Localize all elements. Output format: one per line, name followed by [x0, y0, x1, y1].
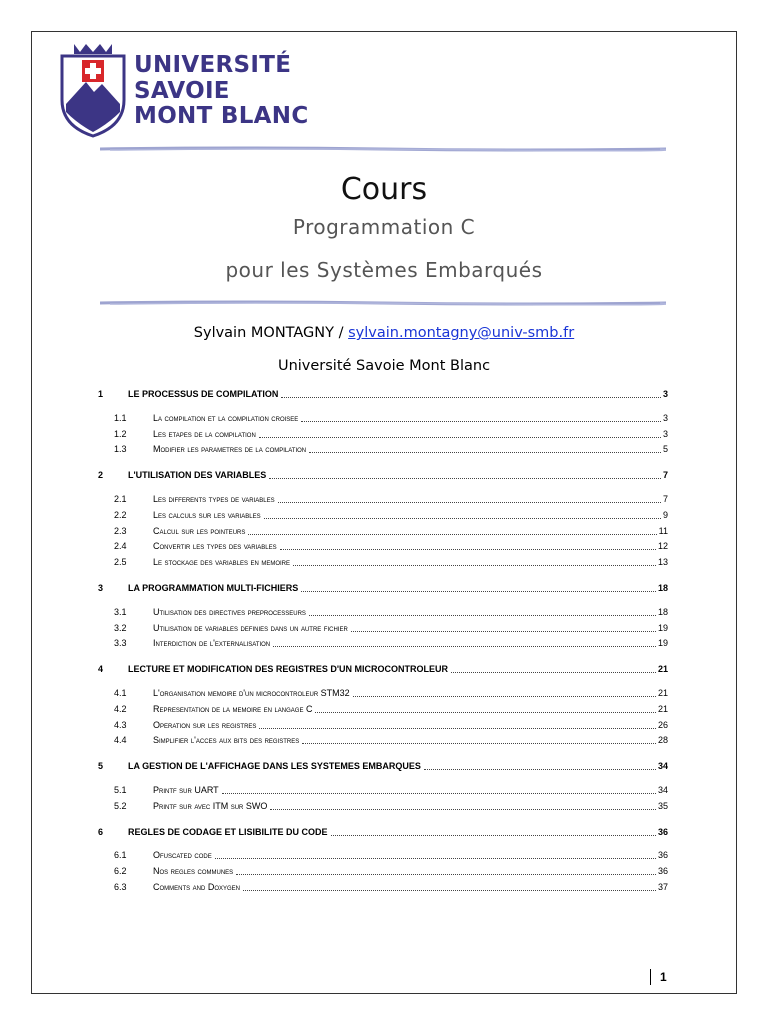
toc-entry-label: Les etapes de la compilation: [153, 428, 256, 439]
toc-chapter-entry[interactable]: [98, 825, 668, 839]
toc-entry-label: Comments and Doxygen: [153, 882, 241, 892]
toc-dot-leader: [278, 501, 661, 503]
toc-entry-number: 5: [98, 761, 104, 772]
toc-entry-number: 1.2: [114, 428, 127, 439]
toc-entry-label: LA GESTION DE L'AFFICHAGE DANS LES SYSTEMES EMBARQUES: [128, 761, 421, 772]
toc-entry-page: 36: [657, 826, 668, 837]
toc-entry-label: Representation de la memoire en langage C: [153, 703, 313, 714]
toc-section-entry[interactable]: [98, 427, 668, 441]
toc-section-entry[interactable]: [98, 864, 668, 878]
toc-entry-page: 19: [657, 622, 668, 633]
toc-entry-page: 7: [662, 470, 668, 481]
toc-entry-page: 11: [658, 525, 668, 536]
decorative-divider-bottom: [100, 300, 666, 306]
toc-dot-leader: [309, 451, 661, 453]
toc-entry-page: 19: [657, 638, 668, 649]
toc-entry-label: L'UTILISATION DES VARIABLES: [128, 470, 267, 481]
toc-entry-number: 4.3: [114, 719, 127, 730]
toc-entry-page: 34: [657, 761, 668, 772]
author-line: [0, 325, 768, 341]
toc-chapter-entry[interactable]: [98, 759, 668, 773]
toc-entry-page: 5: [662, 444, 668, 455]
toc-dot-leader: [259, 436, 661, 438]
toc-entry-label: LECTURE ET MODIFICATION DES REGISTRES D'UN MICROCONTROLEUR: [128, 664, 448, 675]
toc-entry-page: 3: [662, 389, 668, 399]
toc-section-entry[interactable]: [98, 524, 668, 538]
toc-entry-label: Ofuscated code: [153, 850, 212, 861]
toc-section-entry[interactable]: [98, 442, 668, 456]
toc-entry-label: Printf sur avec ITM sur SWO: [153, 800, 268, 811]
logo-line-2: SAVOIE: [134, 77, 230, 104]
logo-line-1: UNIVERSITÉ: [134, 52, 292, 78]
toc-dot-leader: [302, 742, 656, 744]
toc-entry-page: 36: [657, 850, 668, 861]
toc-entry-page: 37: [657, 882, 668, 892]
toc-entry-number: 2.3: [114, 525, 127, 536]
toc-entry-number: 1: [98, 389, 104, 399]
toc-section-entry[interactable]: [98, 492, 668, 506]
toc-dot-leader: [351, 630, 656, 632]
toc-entry-label: Les differents types de variables: [153, 494, 275, 504]
toc-entry-number: 1.1: [114, 412, 127, 423]
toc-section-entry[interactable]: [98, 411, 668, 425]
decorative-divider-top: [100, 146, 666, 152]
toc-entry-page: 3: [662, 412, 668, 423]
toc-entry-page: 3: [662, 428, 668, 439]
toc-entry-number: 4.2: [114, 703, 127, 714]
toc-entry-page: 13: [657, 557, 668, 568]
toc-entry-page: 21: [657, 664, 668, 675]
toc-entry-label: REGLES DE CODAGE ET LISIBILITE DU CODE: [128, 826, 328, 837]
toc-section-entry[interactable]: [98, 718, 668, 732]
toc-dot-leader: [222, 792, 656, 794]
toc-entry-page: 28: [657, 735, 668, 746]
toc-entry-number: 5.2: [114, 800, 127, 811]
document-subtitle-1: Programmation C: [292, 215, 476, 239]
toc-entry-label: Printf sur UART: [153, 785, 219, 795]
toc-entry-number: 1.3: [114, 444, 127, 455]
toc-entry-number: 4.1: [114, 688, 127, 698]
toc-dot-leader: [243, 889, 656, 891]
toc-dot-leader: [331, 834, 656, 836]
toc-section-entry[interactable]: [98, 555, 668, 569]
toc-entry-number: 3.2: [114, 622, 127, 633]
toc-entry-page: 7: [662, 494, 668, 504]
toc-entry-label: Modifier les parametres de la compilation: [153, 444, 307, 455]
toc-entry-number: 3: [98, 583, 104, 593]
toc-entry-page: 34: [657, 785, 668, 795]
toc-entry-label: Interdiction de l'externalisation: [153, 638, 271, 649]
toc-section-entry[interactable]: [98, 539, 668, 553]
toc-section-entry[interactable]: [98, 848, 668, 862]
toc-entry-label: Calcul sur les pointeurs: [153, 525, 246, 536]
toc-entry-number: 2.1: [114, 494, 127, 504]
toc-section-entry[interactable]: [98, 686, 668, 700]
toc-section-entry[interactable]: [98, 799, 668, 813]
toc-dot-leader: [269, 477, 661, 479]
toc-section-entry[interactable]: [98, 702, 668, 716]
toc-dot-leader: [451, 671, 656, 673]
toc-entry-label: LE PROCESSUS DE COMPILATION: [128, 389, 279, 399]
toc-entry-number: 5.1: [114, 785, 127, 795]
toc-section-entry[interactable]: [98, 880, 668, 894]
toc-entry-label: Utilisation des directives preprocesseurs: [153, 606, 306, 617]
toc-dot-leader: [280, 548, 656, 550]
toc-dot-leader: [215, 857, 656, 859]
toc-chapter-entry[interactable]: [98, 662, 668, 676]
toc-entry-page: 18: [657, 583, 668, 593]
toc-entry-number: 3.1: [114, 606, 127, 617]
footer-page-number: 1: [660, 970, 667, 984]
toc-dot-leader: [281, 396, 661, 398]
toc-entry-page: 12: [657, 541, 668, 552]
toc-entry-page: 21: [657, 703, 668, 714]
toc-entry-number: 2.2: [114, 509, 127, 520]
toc-dot-leader: [309, 614, 656, 616]
document-title: Cours: [340, 172, 428, 207]
toc-entry-label: Le stockage des variables en memoire: [153, 557, 290, 568]
toc-entry-number: 2.4: [114, 541, 127, 552]
toc-section-entry[interactable]: [98, 733, 668, 747]
toc-entry-page: 26: [657, 719, 668, 730]
toc-entry-label: Operation sur les registres: [153, 719, 257, 730]
toc-dot-leader: [259, 727, 656, 729]
logo-line-3: MONT BLANC: [134, 103, 309, 129]
toc-chapter-entry[interactable]: [98, 468, 668, 482]
toc-chapter-entry[interactable]: [98, 581, 668, 595]
toc-entry-number: 3.3: [114, 638, 127, 649]
toc-section-entry[interactable]: [98, 636, 668, 650]
toc-entry-number: 4: [98, 664, 104, 675]
toc-dot-leader: [315, 711, 656, 713]
toc-entry-number: 6.2: [114, 866, 127, 877]
toc-dot-leader: [353, 695, 656, 697]
toc-entry-label: Les calculs sur les variables: [153, 509, 261, 520]
toc-section-entry[interactable]: [98, 621, 668, 635]
author-email-link[interactable]: sylvain.montagny@univ-smb.fr: [348, 325, 575, 341]
toc-entry-label: L'organisation memoire d'un microcontroleur STM32: [153, 688, 350, 698]
footer-divider: [650, 969, 651, 985]
toc-dot-leader: [273, 645, 656, 647]
toc-dot-leader: [236, 873, 656, 875]
document-subtitle-2: pour les Systèmes Embarqués: [225, 258, 543, 282]
toc-entry-number: 2.5: [114, 557, 127, 568]
toc-section-entry[interactable]: [98, 783, 668, 797]
toc-entry-label: Nos regles communes: [153, 866, 234, 877]
toc-dot-leader: [301, 420, 661, 422]
toc-section-entry[interactable]: [98, 508, 668, 522]
toc-entry-page: 18: [657, 606, 668, 617]
toc-entry-label: Utilisation de variables definies dans un autre fichier: [153, 622, 348, 633]
toc-dot-leader: [270, 808, 656, 810]
toc-entry-label: Simplifier l'acces aux bits des registres: [153, 735, 300, 746]
toc-entry-label: La compilation et la compilation croisee: [153, 412, 299, 423]
toc-dot-leader: [301, 590, 656, 592]
toc-dot-leader: [293, 564, 656, 566]
university-logo-text: [134, 53, 309, 130]
toc-entry-number: 2: [98, 470, 104, 481]
toc-entry-page: 36: [657, 866, 668, 877]
toc-entry-number: 6.3: [114, 882, 127, 892]
toc-entry-page: 9: [662, 509, 668, 520]
toc-dot-leader: [264, 517, 661, 519]
toc-entry-page: 35: [657, 800, 668, 811]
toc-entry-label: LA PROGRAMMATION MULTI-FICHIERS: [128, 583, 299, 593]
university-name: Université Savoie Mont Blanc: [277, 358, 491, 374]
toc-entry-number: 6: [98, 826, 104, 837]
toc-section-entry[interactable]: [98, 605, 668, 619]
toc-dot-leader: [248, 533, 656, 535]
toc-entry-label: Convertir les types des variables: [153, 541, 277, 552]
toc-entry-number: 6.1: [114, 850, 127, 861]
toc-entry-number: 4.4: [114, 735, 127, 746]
toc-chapter-entry[interactable]: [98, 387, 668, 401]
toc-entry-page: 21: [657, 688, 668, 698]
author-name: Sylvain MONTAGNY /: [193, 325, 344, 341]
toc-dot-leader: [424, 768, 656, 770]
